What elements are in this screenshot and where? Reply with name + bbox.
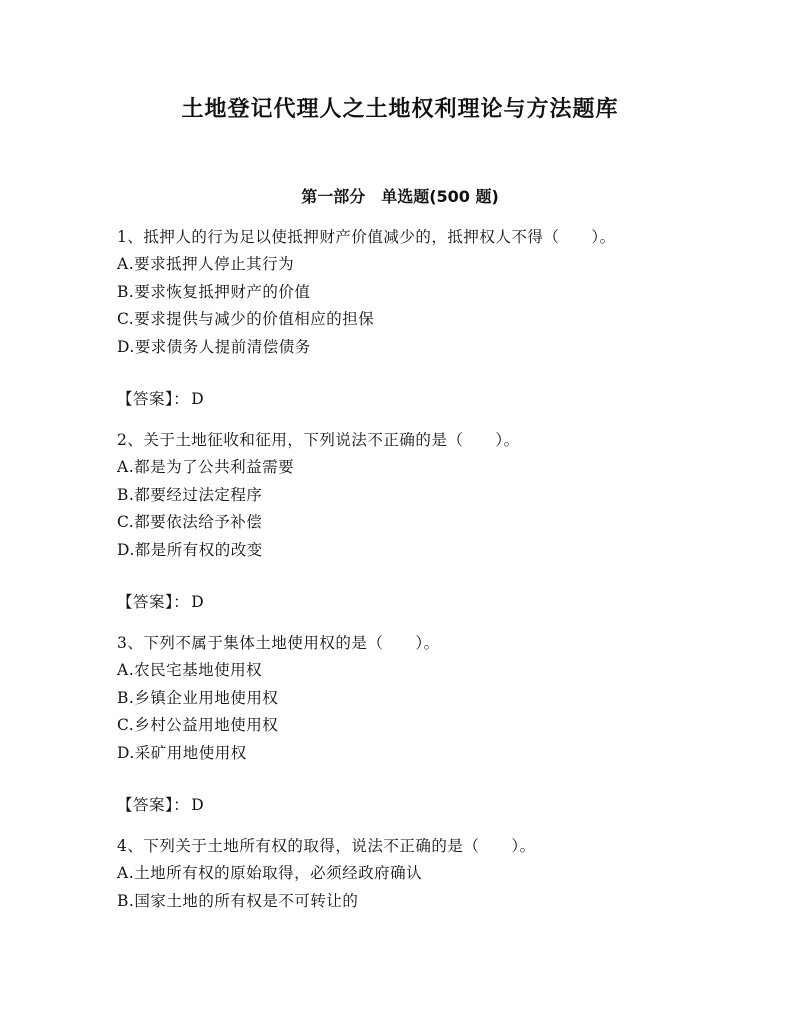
- question-item: [117, 833, 683, 915]
- document-title: 土地登记代理人之土地权利理论与方法题库: [181, 97, 619, 122]
- answer-value: D: [191, 390, 205, 408]
- option-b: B.都要经过法定程序: [117, 485, 263, 504]
- answer-label: 【答案】：: [117, 796, 190, 814]
- question-stem: 3、下列不属于集体土地使用权的是（ ）。: [117, 634, 440, 652]
- option-a: A.要求抵押人停止其行为: [117, 255, 295, 273]
- answer-label: 【答案】：: [117, 390, 190, 408]
- option-c: C.乡村公益用地使用权: [117, 716, 279, 734]
- section-title: 第一部分 单选题(500 题): [301, 187, 499, 206]
- option-d: D.采矿用地使用权: [117, 743, 247, 762]
- answer-line: [117, 386, 683, 413]
- option-c: C.都要依法给予补偿: [117, 513, 263, 531]
- option-a: A.都是为了公共利益需要: [117, 458, 295, 476]
- answer-line: [117, 792, 683, 819]
- option-a: A.土地所有权的原始取得，必须经政府确认: [117, 864, 423, 882]
- answer-line: [117, 589, 683, 616]
- option-b: B.乡镇企业用地使用权: [117, 688, 279, 707]
- question-item: [117, 427, 683, 616]
- question-list: [117, 224, 683, 915]
- question-item: [117, 630, 683, 819]
- option-d: D.要求债务人提前清偿债务: [117, 337, 311, 356]
- option-b: B.国家土地的所有权是不可转让的: [117, 891, 359, 910]
- option-b: B.要求恢复抵押财产的价值: [117, 282, 311, 301]
- question-stem: 1、抵押人的行为足以使抵押财产价值减少的，抵押权人不得（ ）。: [117, 228, 616, 246]
- option-c: C.要求提供与减少的价值相应的担保: [117, 310, 375, 328]
- option-d: D.都是所有权的改变: [117, 540, 263, 559]
- answer-value: D: [191, 796, 205, 814]
- question-stem: 2、关于土地征收和征用，下列说法不正确的是（ ）。: [117, 431, 520, 449]
- question-stem: 4、下列关于土地所有权的取得，说法不正确的是（ ）。: [117, 837, 536, 855]
- answer-value: D: [191, 593, 205, 611]
- option-a: A.农民宅基地使用权: [117, 661, 263, 679]
- answer-label: 【答案】：: [117, 593, 190, 611]
- question-item: [117, 224, 683, 413]
